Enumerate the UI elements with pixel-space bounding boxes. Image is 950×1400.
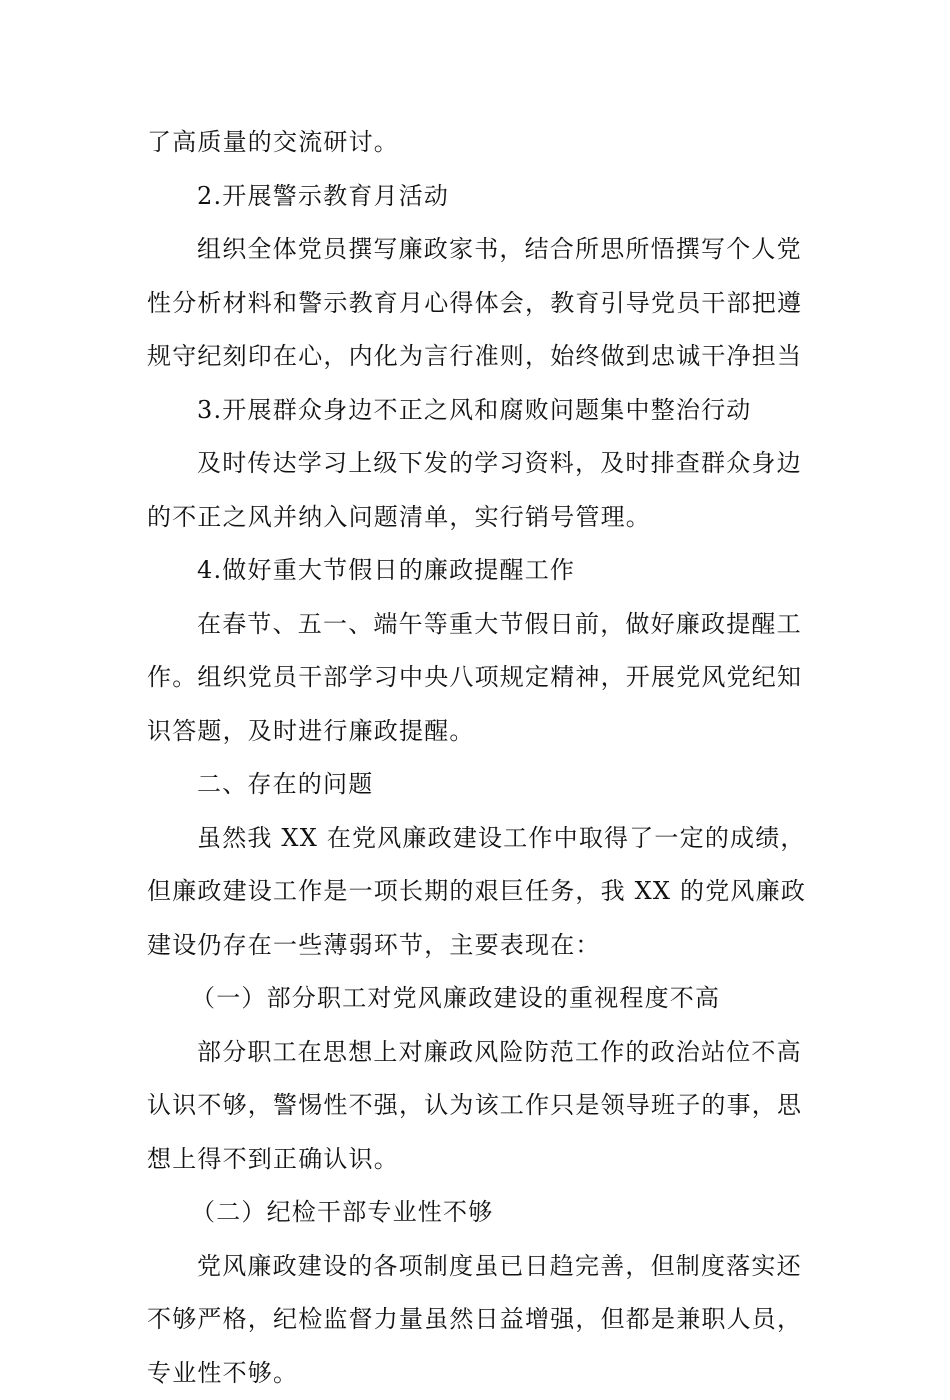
body-paragraph: [147, 223, 807, 384]
numbered-subheading: [147, 544, 807, 598]
text-line: 虽然我 XX 在党风廉政建设工作中取得了一定的成绩，: [147, 812, 807, 866]
text-line: 部分职工在思想上对廉政风险防范工作的政治站位不高: [147, 1026, 807, 1080]
text-line: 二、存在的问题: [147, 758, 807, 812]
parenthetical-heading: [147, 1186, 807, 1240]
body-paragraph: [147, 598, 807, 759]
text-line: 的不正之风并纳入问题清单，实行销号管理。: [147, 491, 807, 545]
text-line: （一）部分职工对党风廉政建设的重视程度不高: [147, 972, 807, 1026]
text-line: 专业性不够。: [147, 1347, 807, 1400]
text-line: 作。组织党员干部学习中央八项规定精神，开展党风党纪知: [147, 651, 807, 705]
text-line: 但廉政建设工作是一项长期的艰巨任务，我 XX 的党风廉政: [147, 865, 807, 919]
text-line: 建设仍存在一些薄弱环节，主要表现在：: [147, 919, 807, 973]
document-body: [147, 116, 807, 1400]
body-paragraph: [147, 812, 807, 973]
text-line: 2.开展警示教育月活动: [147, 170, 807, 224]
parenthetical-heading: [147, 972, 807, 1026]
text-line: 组织全体党员撰写廉政家书，结合所思所悟撰写个人党: [147, 223, 807, 277]
text-line: （二）纪检干部专业性不够: [147, 1186, 807, 1240]
body-paragraph: [147, 1240, 807, 1400]
text-line: 在春节、五一、端午等重大节假日前，做好廉政提醒工: [147, 598, 807, 652]
text-line: 识答题，及时进行廉政提醒。: [147, 705, 807, 759]
numbered-subheading: [147, 170, 807, 224]
text-line: 认识不够，警惕性不强，认为该工作只是领导班子的事，思: [147, 1079, 807, 1133]
text-line: 了高质量的交流研讨。: [147, 116, 807, 170]
section-heading: [147, 758, 807, 812]
text-line: 规守纪刻印在心，内化为言行准则，始终做到忠诚干净担当: [147, 330, 807, 384]
text-line: 党风廉政建设的各项制度虽已日趋完善，但制度落实还: [147, 1240, 807, 1294]
body-paragraph: [147, 116, 807, 170]
body-paragraph: [147, 437, 807, 544]
numbered-subheading: [147, 384, 807, 438]
text-line: 4.做好重大节假日的廉政提醒工作: [147, 544, 807, 598]
text-line: 性分析材料和警示教育月心得体会，教育引导党员干部把遵: [147, 277, 807, 331]
text-line: 想上得不到正确认识。: [147, 1133, 807, 1187]
text-line: 及时传达学习上级下发的学习资料，及时排查群众身边: [147, 437, 807, 491]
text-line: 不够严格，纪检监督力量虽然日益增强，但都是兼职人员，: [147, 1293, 807, 1347]
body-paragraph: [147, 1026, 807, 1187]
text-line: 3.开展群众身边不正之风和腐败问题集中整治行动: [147, 384, 807, 438]
